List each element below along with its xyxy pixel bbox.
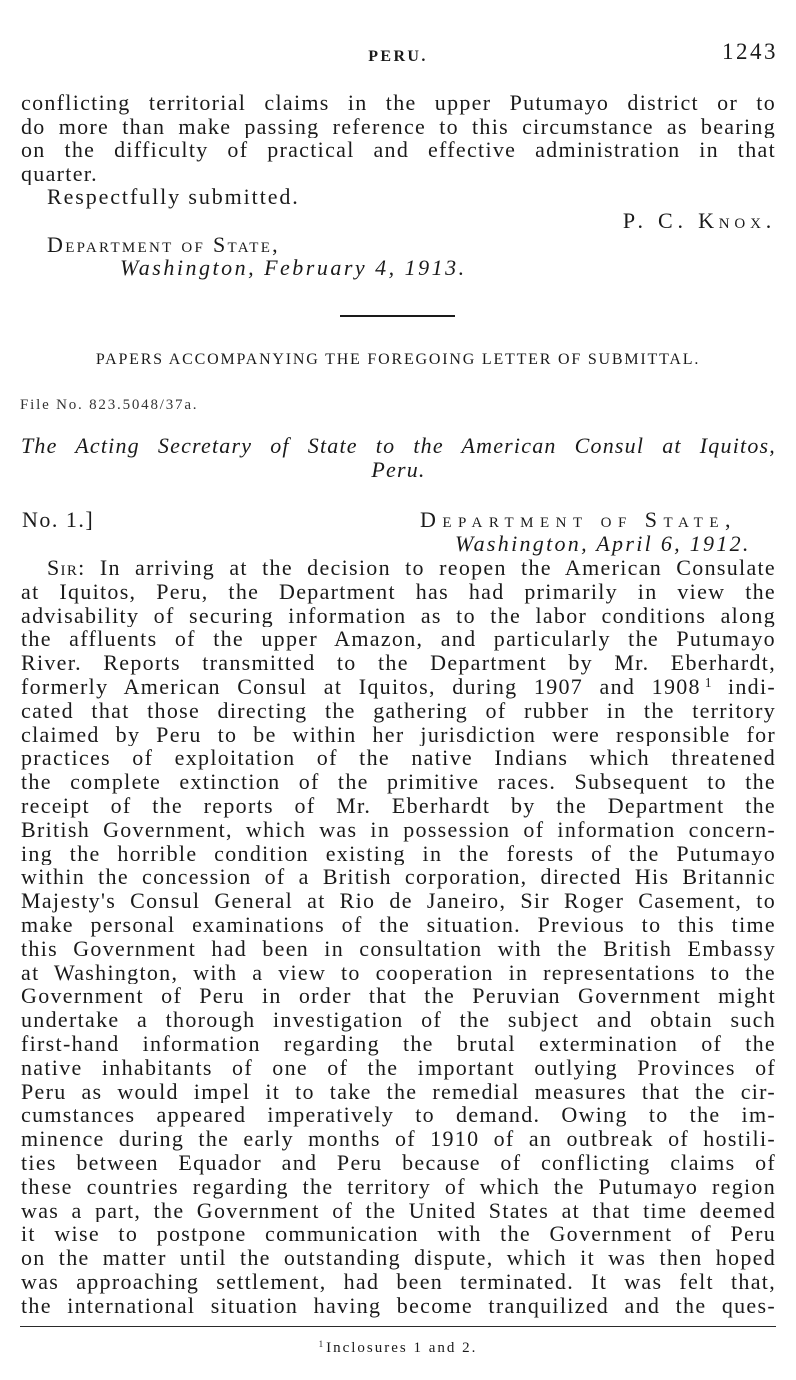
body-line: practices of exploitation of the native Indians which threatened xyxy=(21,746,776,771)
body-line xyxy=(21,675,776,699)
body-line: minence during the early months of 1910 of an outbreak of hostili- xyxy=(21,1127,776,1151)
signature: P. C. Knox. xyxy=(622,208,776,233)
letter-body xyxy=(21,556,776,1318)
body-line: make personal examinations of the situation. Previous to this time xyxy=(21,912,776,937)
body-line: Majesty's Consul General at Rio de Janeiro, Sir Roger Casement, to xyxy=(21,889,776,913)
closing-line: conflicting territorial claims in the upper Putumayo district or to xyxy=(21,91,776,115)
body-line: ing the horrible condition existing in the forests of the Putumayo xyxy=(21,841,776,866)
body-line: at Washington, with a view to cooperation in representations to the xyxy=(21,960,776,985)
body-line xyxy=(21,556,776,580)
body-line: within the concession of a British corporation, directed His Britannic xyxy=(21,865,776,890)
body-line: cumstances appeared imperatively to demand. Owing to the im- xyxy=(21,1103,776,1128)
file-number: File No. 823.5048/37a. xyxy=(20,397,199,413)
page-number: 1243 xyxy=(722,39,778,64)
body-line: the complete extinction of the primitive races. Subsequent to the xyxy=(21,770,776,794)
body-line: native inhabitants of one of the important outlying Provinces of xyxy=(21,1055,776,1080)
body-line: was approaching settlement, had been terminated. It was felt that, xyxy=(21,1269,776,1294)
document-number: No. 1.] xyxy=(22,507,95,532)
place-date-line: Washington, February 4, 1913. xyxy=(120,256,467,280)
body-line: was a part, the Government of the United States at that time deemed xyxy=(21,1198,776,1223)
body-line: ties between Equador and Peru because of conflicting claims of xyxy=(21,1150,776,1175)
place-date-line: Washington, April 6, 1912. xyxy=(455,530,751,556)
body-line: the international situation having become tranquilized and the ques- xyxy=(21,1293,776,1318)
section-heading: PAPERS ACCOMPANYING THE FOREGOING LETTER OF SUBMITTAL. xyxy=(95,351,701,368)
body-line: River. Reports transmitted to the Department by Mr. Eberhardt, xyxy=(21,651,776,675)
letter-closing xyxy=(21,91,776,280)
salutation: Sir: xyxy=(47,556,86,580)
body-line: receipt of the reports of Mr. Eberhardt by the Department the xyxy=(21,793,776,818)
body-line-text: indi- xyxy=(727,674,776,699)
body-line: Peru as would impel it to take the remedial measures that the cir- xyxy=(21,1079,776,1104)
department-line: Department of State, xyxy=(47,232,280,257)
department-line: Department of State, xyxy=(420,507,737,532)
section-divider xyxy=(340,315,455,317)
complimentary-close: Respectfully submitted. xyxy=(47,185,300,209)
body-line: advisability of securing information as to the labor conditions along xyxy=(21,603,776,628)
body-line: undertake a thorough investigation of the subject and obtain such xyxy=(21,1008,776,1032)
running-title: PERU. xyxy=(368,48,428,65)
body-line: it wise to postpone communication with the Government of Peru xyxy=(21,1222,776,1247)
footnote-marker: 1 xyxy=(318,1339,324,1350)
closing-line: on the difficulty of practical and effective administration in that xyxy=(21,138,776,162)
closing-line: do more than make passing reference to this circumstance as bearing xyxy=(21,114,776,139)
body-line: this Government had been in consultation with the British Embassy xyxy=(21,936,776,961)
closing-line: quarter. xyxy=(21,161,98,186)
body-line: Government of Peru in order that the Peruvian Government might xyxy=(21,984,776,1009)
footnote-divider xyxy=(20,1326,776,1327)
body-line: cated that those directing the gathering of rubber in the territory xyxy=(21,698,776,723)
body-line-text: In arriving at the decision to reopen the American Consulate xyxy=(99,556,776,580)
body-line-text: formerly American Consul at Iquitos, during 1907 and 1908 xyxy=(21,674,701,699)
body-line: claimed by Peru to be within her jurisdiction were responsible for xyxy=(21,722,776,747)
footnote xyxy=(0,1338,796,1359)
body-line: on the matter until the outstanding dispute, which it was then hoped xyxy=(21,1246,776,1270)
body-line: at Iquitos, Peru, the Department has had primarily in view the xyxy=(21,579,776,604)
body-line: the affluents of the upper Amazon, and particularly the Putumayo xyxy=(21,627,776,652)
footnote-text: Inclosures 1 and 2. xyxy=(326,1340,478,1356)
document-title-line: The Acting Secretary of State to the American Consul at Iquitos, xyxy=(21,434,776,458)
document-title xyxy=(21,434,776,482)
body-line: these countries regarding the territory of which the Putumayo region xyxy=(21,1174,776,1199)
body-line: first-hand information regarding the brutal extermination of the xyxy=(21,1031,776,1056)
footnote-reference: 1 xyxy=(704,674,712,690)
document-title-line: Peru. xyxy=(371,458,426,482)
body-line: British Government, which was in possession of information concern- xyxy=(21,817,776,842)
